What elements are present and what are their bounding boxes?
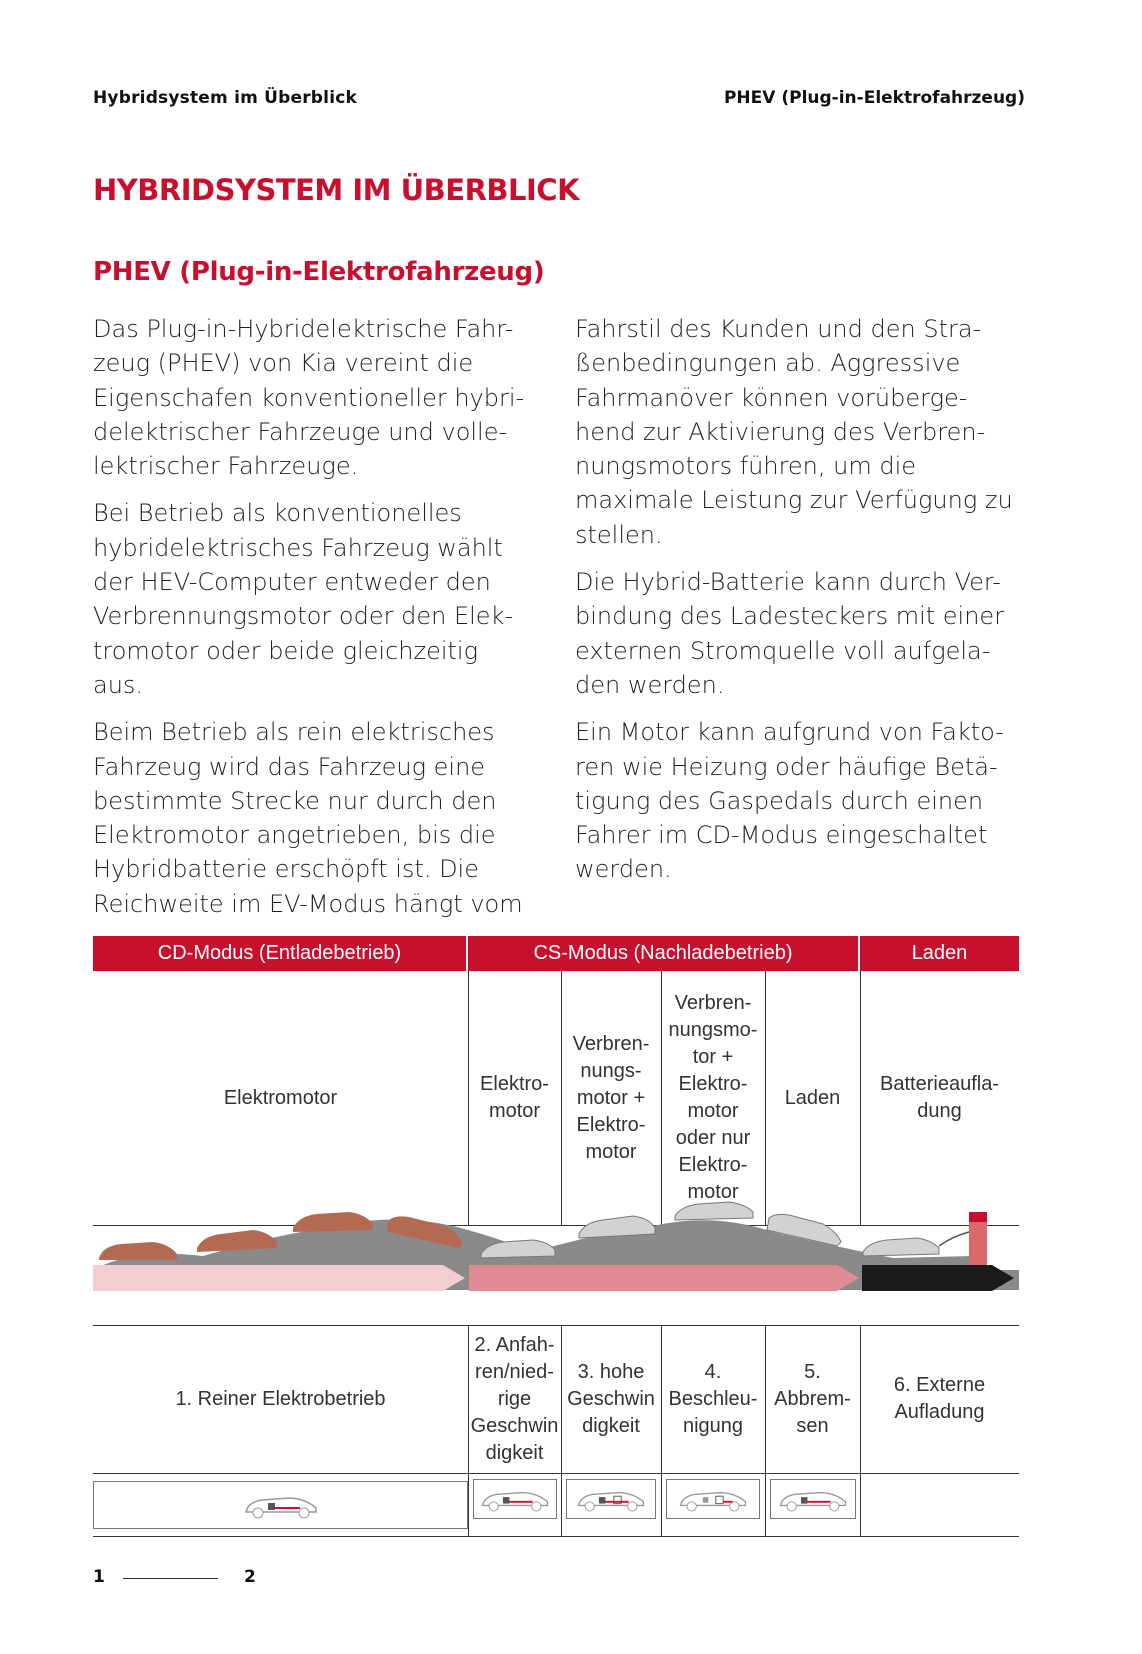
row1-electric-motor: Elektromotor [223, 1086, 338, 1109]
row2-high-speed: 3. hohe Geschwin digkeit [567, 1360, 655, 1437]
arrow-laden [862, 1265, 1014, 1291]
powerflow-diagram-3 [566, 1479, 656, 1519]
row1-battery-charging: Batterieaufla- dung [880, 1073, 999, 1122]
text-column-right [575, 312, 1025, 900]
row1-cs-charging: Laden [784, 1086, 841, 1109]
row2-acceleration: 4. Beschleu- nigung [668, 1360, 758, 1437]
arrow-cd-mode [93, 1265, 465, 1291]
row2-external-charging: 6. Externe Aufladung [893, 1374, 986, 1423]
row1-cs-combustion-or-electric: Verbren- nungsmo- tor + Elektro- motor oder nur Elektro- motor [668, 992, 758, 1203]
page-number-left: 1 [93, 1567, 105, 1587]
paragraph: Bei Betrieb als konventionelles hybridelektrisches Fahrzeug wählt der HEV-Computer entweder den Verbrennungsmotor oder den Elek-tromotor oder beide gleichzeitig aus. [93, 499, 514, 699]
footer-divider [123, 1578, 218, 1579]
paragraph: Beim Betrieb als rein elektrisches Fahrzeug wird das Fahrzeug eine bestimmte Strecke nur durch den Elektromotor angetrieben, bis die Hybridbatterie erschöpft ist. Die Reichweite im EV-Modus hängt vom [93, 718, 523, 918]
powerflow-diagram-1 [93, 1481, 468, 1529]
arrow-cs-mode [469, 1265, 859, 1291]
paragraph: Das Plug-in-Hybridelektrische Fahr-zeug (PHEV) von Kia vereint die Eigenschafen konventioneller hybri-delektrischer Fahrzeuge und volle-lektrischer Fahrzeuge. [93, 315, 525, 481]
row1-cs-electric: Elektro- motor [480, 1073, 549, 1122]
row2-pure-electric: 1. Reiner Elektrobetrieb [175, 1387, 386, 1410]
section-subtitle: PHEV (Plug-in-Elektrofahrzeug) [93, 257, 545, 287]
paragraph: Ein Motor kann aufgrund von Fakto-ren wie Heizung oder häufige Betä-tigung des Gaspedals durch einen Fahrer im CD-Modus eingeschaltet werden. [575, 718, 1004, 884]
powerflow-diagram-5 [770, 1479, 856, 1519]
page-title: HYBRIDSYSTEM IM ÜBERBLICK [93, 173, 580, 207]
row2-start-low-speed: 2. Anfah- ren/nied- rige Geschwin digkeit [470, 1333, 559, 1464]
running-header-left: Hybridsystem im Überblick [93, 88, 358, 108]
paragraph: Die Hybrid-Batterie kann durch Ver-bindung des Ladesteckers mit einer externen Stromquelle voll aufgela-den werden. [575, 568, 1005, 699]
header-laden: Laden [860, 936, 1019, 971]
header-cd-mode: CD-Modus (Entladebetrieb) [93, 936, 468, 971]
page-number-right: 2 [244, 1567, 256, 1587]
row1-cs-combustion-electric: Verbren- nungs- motor + Elektro- motor [572, 1032, 650, 1163]
powerflow-diagram-4 [666, 1479, 760, 1519]
row2-braking: 5. Abbrem- sen [774, 1360, 851, 1437]
text-column-left [93, 312, 533, 934]
paragraph: Fahrstil des Kunden und den Stra-ßenbedingungen ab. Aggressive Fahrmanöver können vorüberge-hend zur Aktivierung des Verbren-nungsmotors führen, um die maximale Leistung zur Verfügung zu stellen. [575, 315, 1013, 549]
running-header-right: PHEV (Plug-in-Elektrofahrzeug) [723, 88, 1025, 108]
header-cs-mode: CS-Modus (Nachladebetrieb) [468, 936, 860, 971]
powerflow-diagram-2 [473, 1479, 557, 1519]
